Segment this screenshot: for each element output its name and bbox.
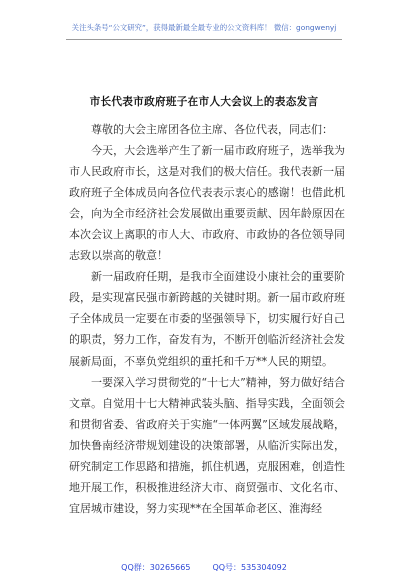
header-banner: 关注头条号“公文研究”，获得最新最全最专业的公文资料库！ 微信：gongwenyj bbox=[71, 23, 337, 32]
document-title: 市长代表市政府班子在市人大会议上的表态发言 bbox=[89, 96, 319, 108]
paragraph-3: 一要深入学习贯彻党的“十七大”精神，努力做好结合文章。自觉用十七大精神武装头脑、指导实践，全面领会和贯彻省委、省政府关于实施“一体两翼”区域发展战略，加快鲁南经济带规划建设的决策部署，从临沂实际出发，研究制定工作思路和措施，抓住机遇，克服困难，创造性地开展工作，积极推进经济大市、商贸强市、文化名市、宜居城市建设，努力实现**在全国革命老区、淮海经 bbox=[69, 375, 345, 515]
qq-number-link[interactable]: QQ号：535304092 bbox=[212, 563, 287, 572]
document-body bbox=[69, 119, 345, 519]
qq-group-link[interactable]: QQ群：30265665 bbox=[121, 563, 191, 572]
header-divider bbox=[66, 39, 342, 40]
salutation: 尊敬的大会主席团各位主席、各位代表，同志们： bbox=[91, 123, 333, 136]
paragraph-1: 今天，大会选举产生了新一届市政府班子，选举我为市人民政府市长，这是对我们的极大信任。我代表新一届政府班子全体成员向各位代表表示衷心的感谢！也借此机会，向为全市经济社会发展做出重要贡献、因年龄原因在本次会议上离职的市人大、市政府、市政协的各位领导同志致以崇高的敬意！ bbox=[69, 144, 345, 263]
paragraph-2: 新一届政府任期，是我市全面建设小康社会的重要阶段，是实现富民强市新跨越的关键时期。新一届市政府班子全体成员一定要在市委的坚强领导下，切实履行好自己的职责，努力工作，奋发有为，不断开创临沂经济社会发展新局面，不辜负党组织的重托和千万**人民的期望。 bbox=[69, 270, 345, 368]
footer-contact bbox=[0, 562, 408, 573]
